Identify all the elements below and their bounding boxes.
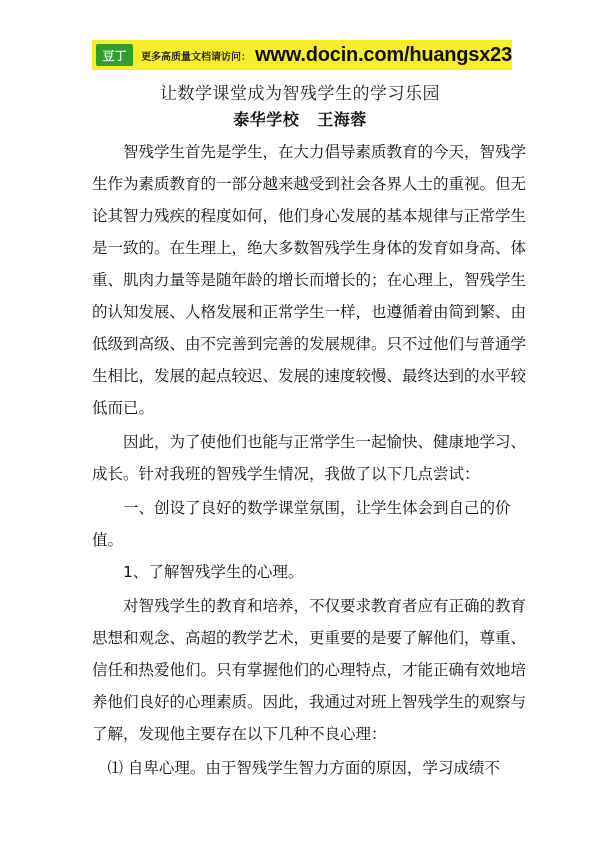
- docin-banner[interactable]: [92, 40, 512, 70]
- body-line: 一、创设了良好的数学课堂氛围，让学生体会到自己的价: [92, 499, 511, 517]
- body-line: 1、了解智残学生的心理。: [92, 563, 304, 581]
- author-name: 王海蓉: [317, 110, 367, 129]
- docin-logo[interactable]: 豆丁: [96, 44, 133, 66]
- body-line: 是一致的。在生理上，绝大多数智残学生身体的发育如身高、体: [92, 239, 527, 257]
- body-line: 思想和观念、高超的教学艺术，更重要的是要了解他们，尊重、: [92, 629, 527, 647]
- body-line: 养他们良好的心理素质。因此，我通过对班上智残学生的观察与: [92, 693, 527, 711]
- body-line: 低而已。: [92, 399, 155, 417]
- body-line: 生相比，发展的起点较迟、发展的速度较慢、最终达到的水平较: [92, 367, 527, 385]
- body-line: 对智残学生的教育和培养，不仅要求教育者应有正确的教育: [92, 597, 527, 615]
- body-line: 成长。针对我班的智残学生情况，我做了以下几点尝试：: [92, 465, 480, 483]
- body-line: 了解，发现他主要存在以下几种不良心理：: [92, 725, 387, 743]
- body-line: 低级到高级、由不完善到完善的发展规律。只不过他们与普通学: [92, 335, 527, 353]
- body-line: 的认知发展、人格发展和正常学生一样，也遵循着由简到繁、由: [92, 303, 527, 321]
- document-title: 让数学课堂成为智残学生的学习乐园: [160, 84, 440, 104]
- banner-prefix-text: 更多高质量文档请访问：: [141, 51, 252, 63]
- author-school: 泰华学校: [233, 110, 300, 129]
- body-line: 智残学生首先是学生，在大力倡导素质教育的今天，智残学: [92, 143, 527, 161]
- body-line: 生作为素质教育的一部分越来越受到社会各界人士的重视。但无: [92, 175, 527, 193]
- body-line: 重、肌肉力量等是随年龄的增长而增长的；在心理上，智残学生: [92, 271, 527, 289]
- body-line: 值。: [92, 531, 124, 549]
- banner-url-link[interactable]: www.docin.com/huangsx23: [255, 43, 512, 66]
- document-author: [0, 107, 600, 130]
- body-line: 论其智力残疾的程度如何，他们身心发展的基本规律与正常学生: [92, 207, 527, 225]
- body-line: ⑴ 自卑心理。由于智残学生智力方面的原因，学习成绩不: [92, 759, 500, 777]
- body-line: 信任和热爱他们。只有掌握他们的心理特点，才能正确有效地培: [92, 661, 527, 679]
- body-line: 因此，为了使他们也能与正常学生一起愉快、健康地学习、: [92, 433, 527, 451]
